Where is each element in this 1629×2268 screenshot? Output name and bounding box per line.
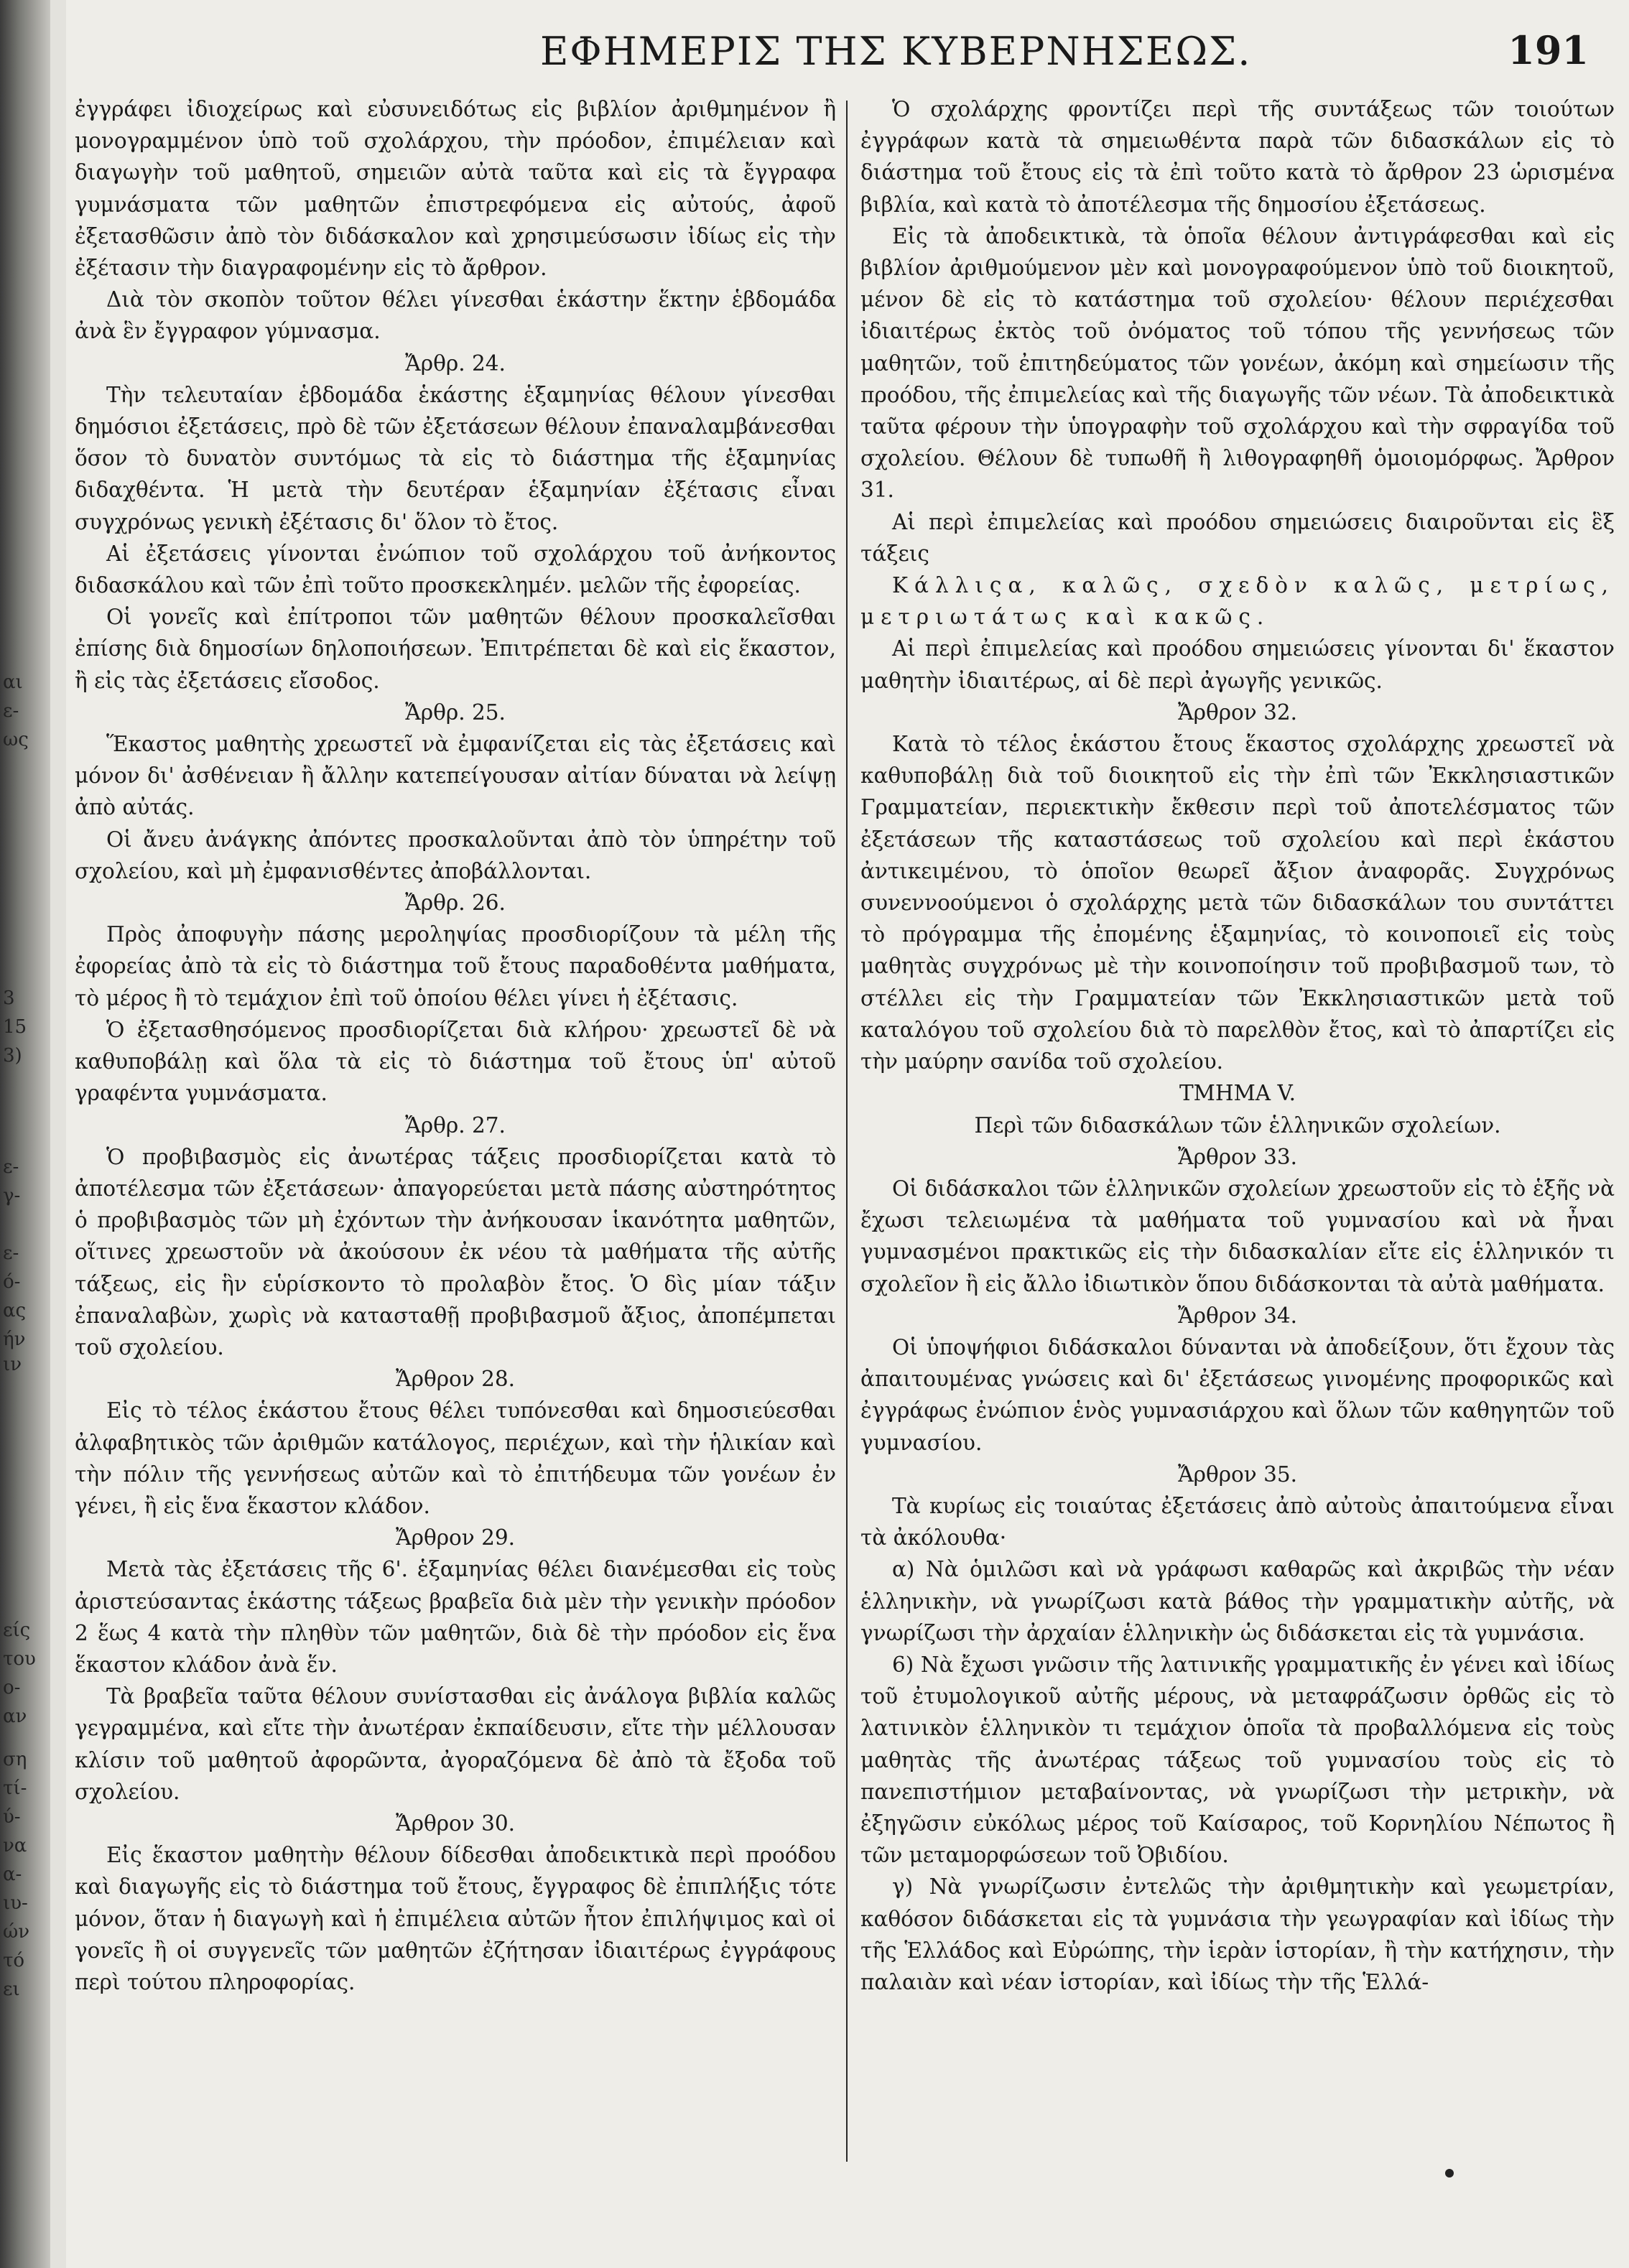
left-heading: Ἄρθρ. 26. (405, 891, 506, 916)
right-heading: Ἄρθρον 34. (1177, 1303, 1298, 1328)
left-paragraph: Διὰ τὸν σκοπὸν τοῦτον θέλει γίνεσθαι ἑκάστην ἕκτην ἑβδομάδα ἀνὰ ἓν ἔγγραφον γύμνασμα. (75, 287, 836, 344)
margin-fragment: ύ- (3, 1806, 21, 1828)
left-paragraph: Πρὸς ἀποφυγὴν πάσης μεροληψίας προσδιορίζουν τὰ μέλη τῆς ἐφορείας ἀπὸ τὰ εἰς τὸ διάστημα τοῦ ἔτους παραδοθέντα μαθήματα, τὸ μέρος ἢ τὸ τεμάχιον ἐπὶ τοῦ ὁποίου θέλει γίνει ἡ ἐξέτασις. (75, 922, 836, 1010)
margin-fragment: ως (3, 729, 29, 750)
margin-fragment: 3 (3, 987, 15, 1009)
margin-fragment: ιυ- (3, 1892, 28, 1914)
left-heading: Ἄρθρον 30. (395, 1811, 516, 1836)
ink-dot (1445, 2169, 1454, 2178)
margin-fragment: ε- (3, 1156, 19, 1178)
right-paragraph: γ) Νὰ γνωρίζωσιν ἐντελῶς τὴν ἀριθμητικὴν καὶ γεωμετρίαν, καθόσον διδάσκεται εἰς τὰ γυμνάσια τὴν γεωγραφίαν καὶ ἰδίως τὴν τῆς Ἑλλάδος καὶ Εὐρώπης, τὴν ἱερὰν ἱστορίαν, ἢ τὴν κατήχησιν, τὴν παλαιὰν καὶ νέαν ἱστορίαν, καὶ ἰδίως τὴν τῆς Ἑλλά- (860, 1874, 1615, 1994)
right-paragraph: Αἱ περὶ ἐπιμελείας καὶ προόδου σημειώσεις διαιροῦνται εἰς ἓξ τάξεις (860, 509, 1615, 566)
left-paragraph: Μετὰ τὰς ἐξετάσεις τῆς 6'. ἑξαμηνίας θέλει διανέμεσθαι εἰς τοὺς ἀριστεύσαντας ἑκάστης τάξεως βραβεῖα διὰ μὲν τὴν γενικὴν πρόοδον 2 ἕως 4 κατὰ τὴν πληθὺν τῶν μαθητῶν, διὰ δὲ τὴν πρόοδον εἰς ἕνα ἕκαστον κλάδον ἀνὰ ἕν. (75, 1557, 836, 1677)
margin-fragment: τό (3, 1950, 25, 1971)
left-heading: Ἄρθρ. 25. (405, 700, 506, 725)
left-paragraph: ἐγγράφει ἰδιοχείρως καὶ εὐσυνειδότως εἰς βιβλίον ἀριθμημένον ἢ μονογραμμένον ὑπὸ τοῦ σχολάρχου, τὴν πρόοδον, ἐπιμέλειαν καὶ διαγωγὴν τοῦ μαθητοῦ, σημειῶν αὐτὰ ταῦτα καὶ εἰς τὰ ἔγγραφα γυμνάσματα τῶν μαθητῶν ἐπιστρεφόμενα εἰς αὐτούς, ἀφοῦ ἐξετασθῶσιν ἀπὸ τὸν διδάσκαλον καὶ χρησιμεύσωσιν ἰδίως εἰς τὴν ἐξέτασιν τὴν διαγραφομένην εἰς τὸ ἄρθρον. (75, 97, 836, 281)
right-heading: Ἄρθρον 32. (1177, 700, 1298, 725)
margin-fragment: αν (3, 1706, 27, 1727)
margin-fragment: ε- (3, 700, 19, 722)
left-paragraph: Τὴν τελευταίαν ἑβδομάδα ἑκάστης ἑξαμηνίας θέλουν γίνεσθαι δημόσιοι ἐξετάσεις, πρὸ δὲ τῶν ἐξετάσεων θέλουν ἐπαναλαμβάνεσθαι ὅσον τὸ δυνατὸν συντόμως τὰ εἰς τὸ διάστημα τῆς ἑξαμηνίας διδαχθέντα. Ἡ μετὰ τὴν δευτέραν ἑξαμηνίαν ἐξέτασις εἶναι συγχρόνως γενικὴ ἐξέτασις δι' ὅλον τὸ ἔτος. (75, 382, 836, 534)
right-heading: ΤΜΗΜΑ V. (1179, 1081, 1296, 1106)
right-heading: Ἄρθρον 33. (1177, 1144, 1298, 1169)
right-paragraph: Αἱ περὶ ἐπιμελείας καὶ προόδου σημειώσεις γίνονται δι' ἕκαστον μαθητὴν ἰδιαιτέρως, αἱ δὲ περὶ ἀγωγῆς γενικῶς. (860, 636, 1615, 693)
left-paragraph: Αἱ ἐξετάσεις γίνονται ἐνώπιον τοῦ σχολάρχου τοῦ ἀνήκοντος διδασκάλου καὶ τῶν ἐπὶ τοῦτο προσκεκλημέν. μελῶν τῆς ἐφορείας. (75, 541, 836, 598)
margin-fragment: 15 (3, 1016, 27, 1038)
margin-fragment: 3) (3, 1045, 22, 1066)
left-paragraph: Τὰ βραβεῖα ταῦτα θέλουν συνίστασθαι εἰς ἀνάλογα βιβλία καλῶς γεγραμμένα, καὶ εἴτε τὴν ἀνωτέραν ἐκπαίδευσιν, εἴτε τὴν μέλλουσαν κλίσιν τοῦ μαθητοῦ ἀφορῶντα, ἀγοραζόμενα δὲ ἀπὸ τὰ ἔξοδα τοῦ σχολείου. (75, 1684, 836, 1804)
margin-fragment: ει (3, 1979, 20, 2000)
margin-fragment: του (3, 1648, 36, 1670)
newspaper-page (66, 0, 1629, 2268)
right-paragraph: Οἱ ὑποψήφιοι διδάσκαλοι δύνανται νὰ ἀποδείξουν, ὅτι ἔχουν τὰς ἀπαιτουμένας γνώσεις καὶ δι' ἐξετάσεως γινομένης προφορικῶς καὶ ἐγγράφως ἐνώπιον ἑνὸς γυμνασιάρχου καὶ ὅλων τῶν καθηγητῶν τοῦ γυμνασίου. (860, 1334, 1615, 1455)
right-paragraph: α) Νὰ ὁμιλῶσι καὶ νὰ γράφωσι καθαρῶς καὶ ἀκριβῶς τὴν νέαν ἑλληνικὴν, νὰ γνωρίζωσι κατὰ βάθος τὴν γραμματικὴν αὐτῆς, νὰ γνωρίζωσι τὴν ἀρχαίαν ἑλληνικὴν ὡς διδάσκεται εἰς τὰ γυμνάσια. (860, 1557, 1615, 1645)
left-column (75, 93, 836, 2255)
right-column (860, 93, 1615, 2255)
margin-fragment: είς (3, 1619, 31, 1641)
margin-fragment: ήν (3, 1329, 26, 1350)
right-paragraph: Ὁ σχολάρχης φροντίζει περὶ τῆς συντάξεως τῶν τοιούτων ἐγγράφων κατὰ τὰ σημειωθέντα παρὰ τῶν διδασκάλων εἰς τὸ διάστημα τοῦ ἔτους εἰς τὰ ἐπὶ τοῦτο κατὰ τὸ ἄρθρον 23 ὡρισμένα βιβλία, καὶ κατὰ τὸ ἀποτέλεσμα τῆς δημοσίου ἐξετάσεως. (860, 97, 1615, 217)
margin-fragment: ιν (3, 1354, 22, 1375)
margin-fragment: α- (3, 1864, 22, 1885)
left-heading: Ἄρθρ. 27. (405, 1112, 506, 1138)
right-paragraph: 6) Νὰ ἔχωσι γνῶσιν τῆς λατινικῆς γραμματικῆς ἐν γένει καὶ ἰδίως τοῦ ἐτυμολογικοῦ αὐτῆς μέρους, νὰ μεταφράζωσιν ὀρθῶς εἰς τὸ λατινικὸν ἑλληνικὸν τι τεμάχιον ὁποῖα τὰ προβαλλόμενα εἰς τοὺς μαθητὰς τῆς ἀνωτέρας τάξεως τοῦ γυμνασίου τοὺς εἰς τὸ πανεπιστήμιον μεταβαίνοντας, νὰ γνωρίζωσι τὴν μετρικὴν, νὰ ἐξηγῶσιν εὐκόλως μέρος τοῦ Καίσαρος, τοῦ Κορνηλίου Νέπωτος ἢ τῶν μεταμορφώσεων τοῦ Ὀβιδίου. (860, 1652, 1615, 1868)
left-heading: Ἄρθρ. 24. (405, 350, 506, 376)
left-paragraph: Εἰς τὸ τέλος ἑκάστου ἔτους θέλει τυπόνεσθαι καὶ δημοσιεύεσθαι ἀλφαβητικὸς τῶν ἀριθμῶν κατάλογος, περιέχων, καὶ τὴν ἡλικίαν καὶ τὴν πόλιν τῆς γεννήσεως αὐτῶν καὶ τὸ ἐπιτήδευμα τῶν γονέων ἐν γένει, ἢ εἰς ἕνα ἕκαστον κλάδον. (75, 1398, 836, 1518)
left-paragraph: Ὁ ἐξετασθησόμενος προσδιορίζεται διὰ κλήρου· χρεωστεῖ δὲ νὰ καθυποβάλῃ καὶ ὅλα τὰ εἰς τὸ διάστημα τοῦ ἔτους ὑπ' αὐτοῦ γραφέντα γυμνάσματα. (75, 1017, 836, 1106)
previous-page-margin (0, 0, 42, 2268)
right-paragraph: Οἱ διδάσκαλοι τῶν ἑλληνικῶν σχολείων χρεωστοῦν εἰς τὸ ἑξῆς νὰ ἔχωσι τελειωμένα τὰ μαθήματα τοῦ γυμνασίου καὶ νὰ ἦναι γυμνασμένοι πρακτικῶς εἰς τὴν διδασκαλίαν εἴτε εἰς ἑλληνικόν τι σχολεῖον ἢ εἰς ἄλλο ἰδιωτικὸν ὅπου διδάσκονται τὰ αὐτὰ μαθήματα. (860, 1176, 1615, 1296)
right-paragraph: Κάλλιςα, καλῶς, σχεδὸν καλῶς, μετρίως, μετριωτάτως καὶ κακῶς. (860, 573, 1615, 630)
column-divider (846, 101, 848, 2162)
margin-fragment: ο- (3, 1677, 21, 1698)
left-heading: Ἄρθρον 28. (395, 1367, 516, 1392)
left-paragraph: Οἱ ἄνευ ἀνάγκης ἀπόντες προσκαλοῦνται ἀπὸ τὸν ὑπηρέτην τοῦ σχολείου, καὶ μὴ ἐμφανισθέντες ἀποβάλλονται. (75, 827, 836, 883)
right-heading: Ἄρθρον 35. (1177, 1461, 1298, 1487)
left-paragraph: Ὁ προβιβασμὸς εἰς ἀνωτέρας τάξεις προσδιορίζεται κατὰ τὸ ἀποτέλεσμα τῶν ἐξετάσεων· ἀπαγορεύεται μετὰ πάσης αὐστηρότητος ὁ προβιβασμὸς τῶν μὴ ἐχόντων τὴν ἀνήκουσαν ἱκανότητα μαθητῶν, οἵτινες χρεωστοῦν νὰ ἀκούσουν ἐκ νέου τὰ μαθήματα τῆς αὐτῆς τάξεως, εἰς ἣν εὑρίσκοντο τὸ προλαβὸν ἔτος. Ὁ δὶς μίαν τάξιν ἐπαναλαβὼν, χωρὶς νὰ κατασταθῇ προβιβασμοῦ ἄξιος, ἀποπέμπεται τοῦ σχολείου. (75, 1144, 836, 1360)
page-title: ΕΦΗΜΕΡΙΣ ΤΗΣ ΚΥΒΕΡΝΗΣΕΩΣ. (540, 29, 1252, 74)
page-number: 191 (1508, 27, 1589, 73)
margin-fragment: ας (3, 1300, 27, 1321)
margin-fragment: ση (3, 1749, 27, 1770)
margin-fragment: γ- (3, 1185, 21, 1207)
left-paragraph: Οἱ γονεῖς καὶ ἐπίτροποι τῶν μαθητῶν θέλουν προσκαλεῖσθαι ἐπίσης διὰ δημοσίων δηλοποιήσεων. Ἐπιτρέπεται δὲ καὶ εἰς ἕκαστον, ἢ εἰς τὰς ἐξετάσεις εἴσοδος. (75, 605, 836, 693)
right-heading: Περὶ τῶν διδασκάλων τῶν ἑλληνικῶν σχολείων. (974, 1112, 1501, 1138)
margin-fragment: ών (3, 1921, 30, 1943)
right-paragraph: Εἰς τὰ ἀποδεικτικὰ, τὰ ὁποῖα θέλουν ἀντιγράφεσθαι καὶ εἰς βιβλίον ἀριθμούμενον μὲν καὶ μονογραφούμενον ὑπὸ τοῦ διοικητοῦ, μένον δὲ εἰς τὸ κατάστημα τοῦ σχολείου· θέλουν περιέχεσθαι ἰδιαιτέρως ἐκτὸς τοῦ ὀνόματος τοῦ τόπου τῆς γεννήσεως τῶν μαθητῶν, τοῦ ἐπιτηδεύματος τῶν γονέων, ἀκόμη καὶ σημείωσιν τῆς προόδου, τῆς ἐπιμελείας καὶ τῆς διαγωγῆς τῶν νέων. Τὰ ἀποδεικτικὰ ταῦτα φέρουν τὴν ὑπογραφὴν τοῦ σχολάρχου καὶ τὴν σφραγίδα τοῦ σχολείου. Θέλουν δὲ τυπωθῆ ἢ λιθογραφηθῆ ὁμοιομόρφως. Ἄρθρον 31. (860, 223, 1615, 503)
left-heading: Ἄρθρον 29. (395, 1525, 516, 1551)
margin-fragment: ό- (3, 1271, 21, 1293)
left-paragraph: Ἕκαστος μαθητὴς χρεωστεῖ νὰ ἐμφανίζεται εἰς τὰς ἐξετάσεις καὶ μόνον δι' ἀσθένειαν ἢ ἄλλην κατεπείγουσαν αἰτίαν δύναται νὰ λείψῃ ἀπὸ αὐτάς. (75, 732, 836, 820)
margin-fragment: να (3, 1835, 27, 1856)
margin-fragment: αι (3, 671, 23, 693)
margin-fragment: τί- (3, 1777, 27, 1799)
right-paragraph: Τὰ κυρίως εἰς τοιαύτας ἐξετάσεις ἀπὸ αὐτοὺς ἀπαιτούμενα εἶναι τὰ ἀκόλουθα· (860, 1493, 1615, 1551)
page-header (66, 24, 1603, 75)
right-paragraph: Κατὰ τὸ τέλος ἑκάστου ἔτους ἕκαστος σχολάρχης χρεωστεῖ νὰ καθυποβάλῃ διὰ τοῦ διοικητοῦ εἰς τὴν ἐπὶ τῶν Ἐκκλησιαστικῶν Γραμματείαν, περιεκτικὴν ἔκθεσιν περὶ τοῦ ἀποτελέσματος τῶν ἐξετάσεων τῆς καταστάσεως τοῦ σχολείου καὶ περὶ ἑκάστου ἀντικειμένου, τὸ ὁποῖον θεωρεῖ ἄξιον ἀναφορᾶς. Συγχρόνως συνεννοούμενοι ὁ σχολάρχης μετὰ τῶν διδασκάλων του συντάττει τὸ πρόγραμμα τῆς ἐπομένης ἑξαμηνίας, τὸ κοινοποιεῖ εἰς τοὺς μαθητὰς συγχρόνως μὲ τὴν κοινοποίησιν τοῦ προβιβασμοῦ των, τὸ στέλλει εἰς τὴν Γραμματείαν τῶν Ἐκκλησιαστικῶν μετὰ τοῦ καταλόγου τοῦ σχολείου διὰ τὸ παρελθὸν ἔτος, καὶ τὸ ἀπαρτίζει εἰς τὴν μαύρην σανίδα τοῦ σχολείου. (860, 732, 1615, 1074)
left-paragraph: Εἰς ἕκαστον μαθητὴν θέλουν δίδεσθαι ἀποδεικτικὰ περὶ προόδου καὶ διαγωγῆς εἰς τὸ διάστημα τοῦ ἔτους, ἔγγραφος δὲ ἐπιπλήξις τότε μόνον, ὅταν ἡ διαγωγὴ καὶ ἡ ἐπιμέλεια αὐτῶν ἦτον ἐπιλήψιμος καὶ οἱ γονεῖς ἢ οἱ συγγενεῖς τῶν μαθητῶν ἐζήτησαν ἰδιαιτέρως ἐγγράφους περὶ τούτου πληροφορίας. (75, 1843, 836, 1994)
margin-fragment: ε- (3, 1242, 19, 1264)
